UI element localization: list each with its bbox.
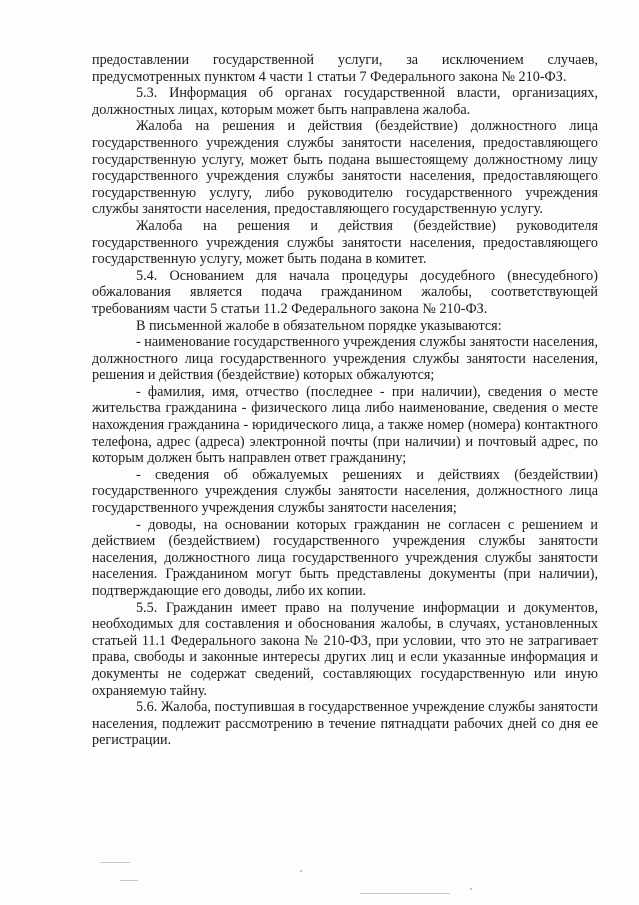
scan-artifact (300, 870, 302, 872)
paragraph-complaint-official: Жалоба на решения и действия (бездействие) должностного лица государственного учреждения службы занятости населения, предоставляющего государственную услугу, может быть подана вышестоящему должностному лицу государственного учреждения службы занятости населения, предоставляющего государственную услугу, либо руководителю государственного учреждения службы занятости населения, предоставляющего государственную услугу. (92, 118, 598, 218)
paragraph-5-4: 5.4. Основанием для начала процедуры досудебного (внесудебного) обжалования является подача гражданином жалобы, соответствующей требованиям части 5 статьи 11.2 Федерального закона № 210-ФЗ. (92, 267, 598, 317)
scan-artifact (100, 862, 130, 863)
scan-artifact (470, 888, 472, 890)
paragraph-5-6: 5.6. Жалоба, поступившая в государственное учреждение службы занятости населения, подлежит рассмотрению в течение пятнадцати рабочих дней со дня ее регистрации. (92, 699, 598, 749)
paragraph-5-5: 5.5. Гражданин имеет право на получение информации и документов, необходимых для составления и обоснования жалобы, в случаях, установленных статьей 11.1 Федерального закона № 210-ФЗ, при условии, что это не затрагивает права, свободы и законные интересы других лиц и если указанные информация и документы не содержат сведений, составляющих государственную или иную охраняемую тайну. (92, 599, 598, 699)
paragraph-continuation: предоставлении государственной услуги, за исключением случаев, предусмотренных пунктом 4 части 1 статьи 7 Федерального закона № 210-ФЗ. (92, 52, 598, 85)
list-item-institution-name: - наименование государственного учреждения службы занятости населения, должностного лица государственного учреждения службы занятости населения, решения и действия (бездействие) которых обжалуются; (92, 334, 598, 384)
paragraph-written-complaint-intro: В письменной жалобе в обязательном порядке указываются: (136, 317, 502, 334)
list-item-arguments: - доводы, на основании которых гражданин не согласен с решением и действием (бездействием) государственного учреждения службы занятости населения, должностного лица государственного учреждения службы занятости населения. Гражданином могут быть представлены документы (при наличии), подтверждающие его доводы, либо их копии. (92, 516, 598, 599)
scan-artifact (120, 880, 138, 881)
document-body (92, 52, 598, 749)
paragraph-5-3: 5.3. Информация об органах государственной власти, организациях, должностных лицах, которым может быть направлена жалоба. (92, 85, 598, 118)
list-item-citizen-details: - фамилия, имя, отчество (последнее - при наличии), сведения о месте жительства гражданина - физического лица либо наименование, сведения о месте нахождения гражданина - юридического лица, а также номер (номера) контактного телефона, адрес (адреса) электронной почты (при наличии) и почтовый адрес, по которым должен быть направлен ответ гражданину; (92, 383, 598, 467)
list-item-appealed-decisions: - сведения об обжалуемых решениях и действиях (бездействии) государственного учреждения службы занятости населения, должностного лица государственного учреждения службы занятости населения; (92, 466, 598, 517)
paragraph-complaint-head: Жалоба на решения и действия (бездействие) руководителя государственного учреждения службы занятости населения, предоставляющего государственную услугу, может быть подана в комитет. (92, 217, 598, 268)
scan-artifact (360, 893, 450, 894)
